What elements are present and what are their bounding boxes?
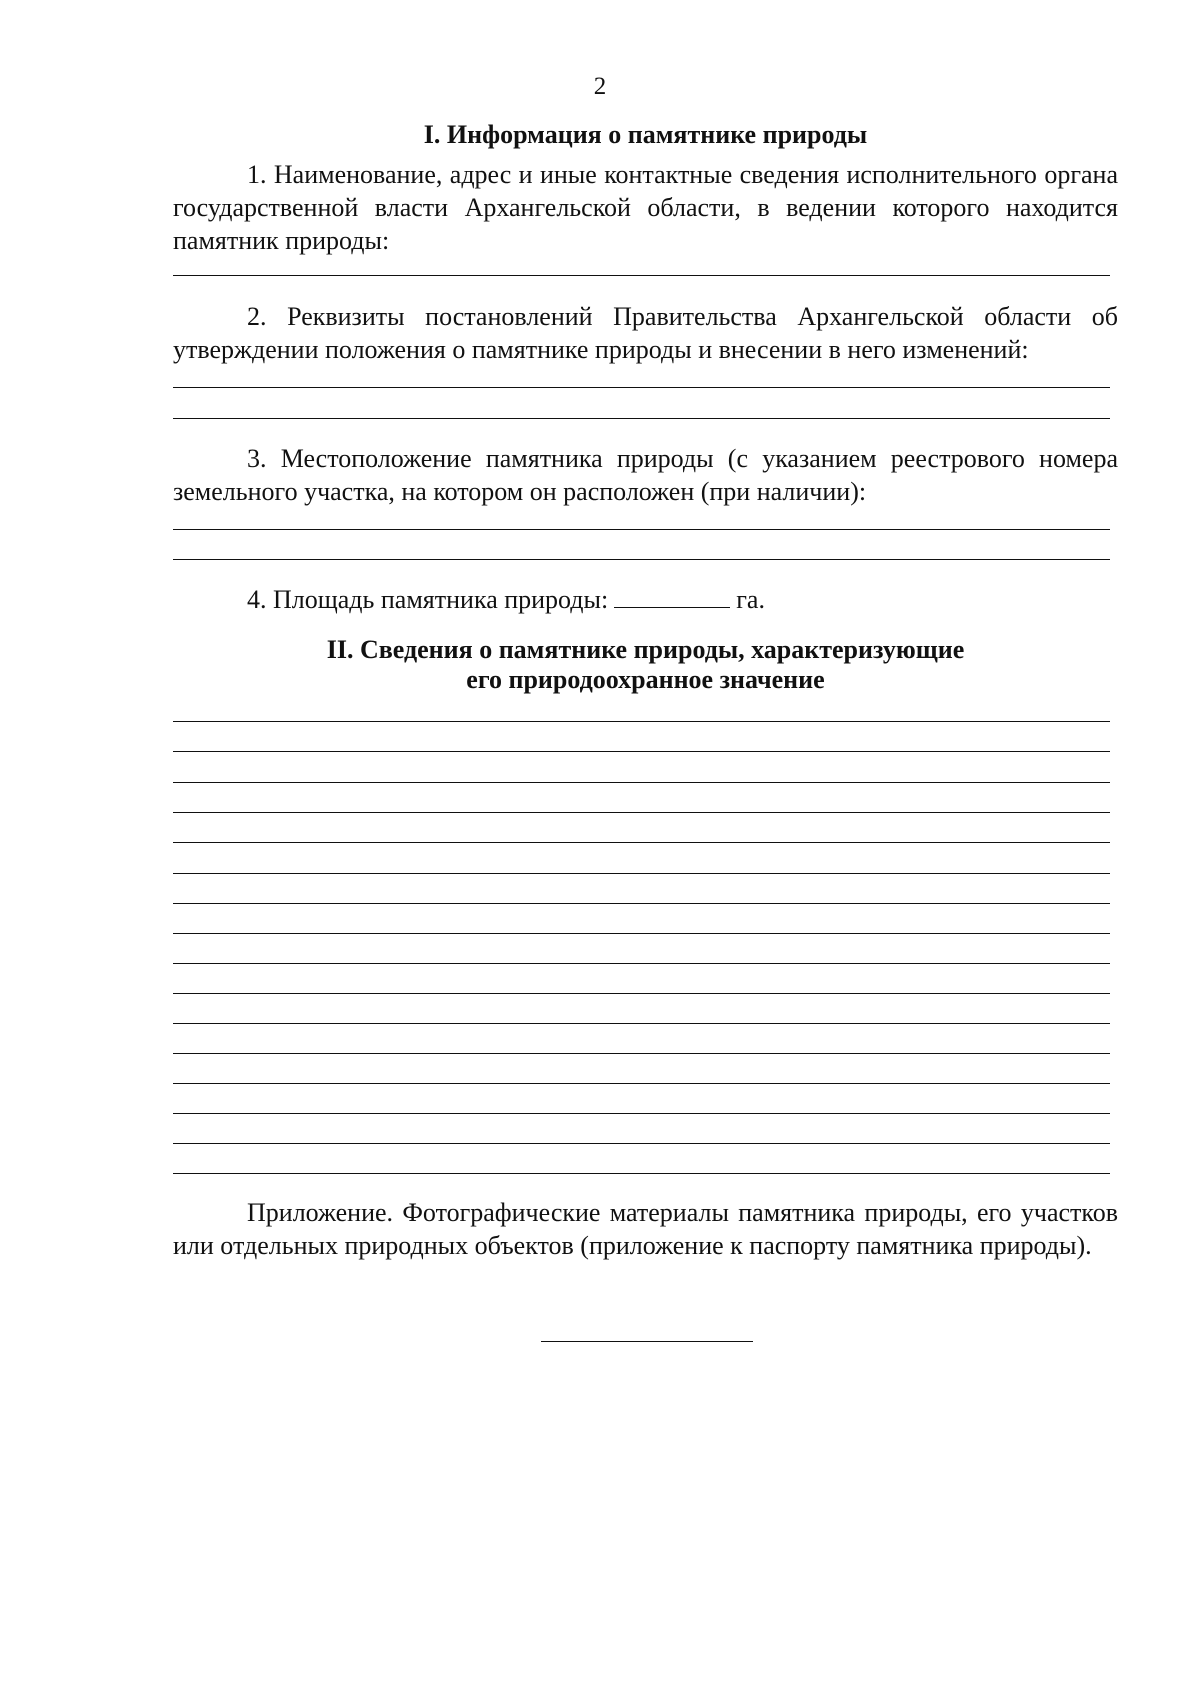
section-2-line[interactable] [173,1053,1110,1054]
item-2-answer-line-2[interactable] [173,418,1110,419]
item-2-text: 2. Реквизиты постановлений Правительства Архангельской области об утверждении положения о памятнике природы и внесении в него изменений: [173,302,1118,364]
item-1-text: 1. Наименование, адрес и иные контактные сведения исполнительного органа государственной власти Архангельской области, в ведении которого находится памятник природы: [173,160,1118,255]
section-2-line[interactable] [173,963,1110,964]
area-value-blank[interactable] [614,585,730,608]
item-1-answer-line[interactable] [173,275,1110,276]
page-number: 2 [593,73,607,100]
end-separator-line [541,1341,753,1342]
section-2-line[interactable] [173,1143,1110,1144]
item-3-answer-line-1[interactable] [173,529,1110,530]
section-2-line[interactable] [173,873,1110,874]
section-2-title-line-1: II. Сведения о памятнике природы, характеризующие [326,635,965,664]
section-2-line[interactable] [173,1173,1110,1174]
item-4-area [173,583,1118,616]
section-2-line[interactable] [173,903,1110,904]
section-2-line[interactable] [173,1113,1110,1114]
item-3-answer-line-2[interactable] [173,559,1110,560]
item-4-suffix: га. [736,585,765,614]
section-1-title: I. Информация о памятнике природы [423,120,868,149]
section-2-line[interactable] [173,812,1110,813]
section-2-line[interactable] [173,933,1110,934]
section-2-line[interactable] [173,842,1110,843]
section-2-title-line-2: его природоохранное значение [466,665,825,694]
section-2-line[interactable] [173,993,1110,994]
item-4-prefix: 4. Площадь памятника природы: [247,585,609,614]
item-3-text: 3. Местоположение памятника природы (с указанием реестрового номера земельного участка, на котором он расположен (при наличии): [173,444,1118,506]
item-2-answer-line-1[interactable] [173,387,1110,388]
section-2-line[interactable] [173,1083,1110,1084]
appendix-text: Приложение. Фотографические материалы памятника природы, его участков или отдельных природных объектов (приложение к паспорту памятника природы). [173,1198,1118,1260]
section-2-line[interactable] [173,1023,1110,1024]
section-2-line[interactable] [173,782,1110,783]
section-2-line[interactable] [173,751,1110,752]
section-2-line[interactable] [173,721,1110,722]
